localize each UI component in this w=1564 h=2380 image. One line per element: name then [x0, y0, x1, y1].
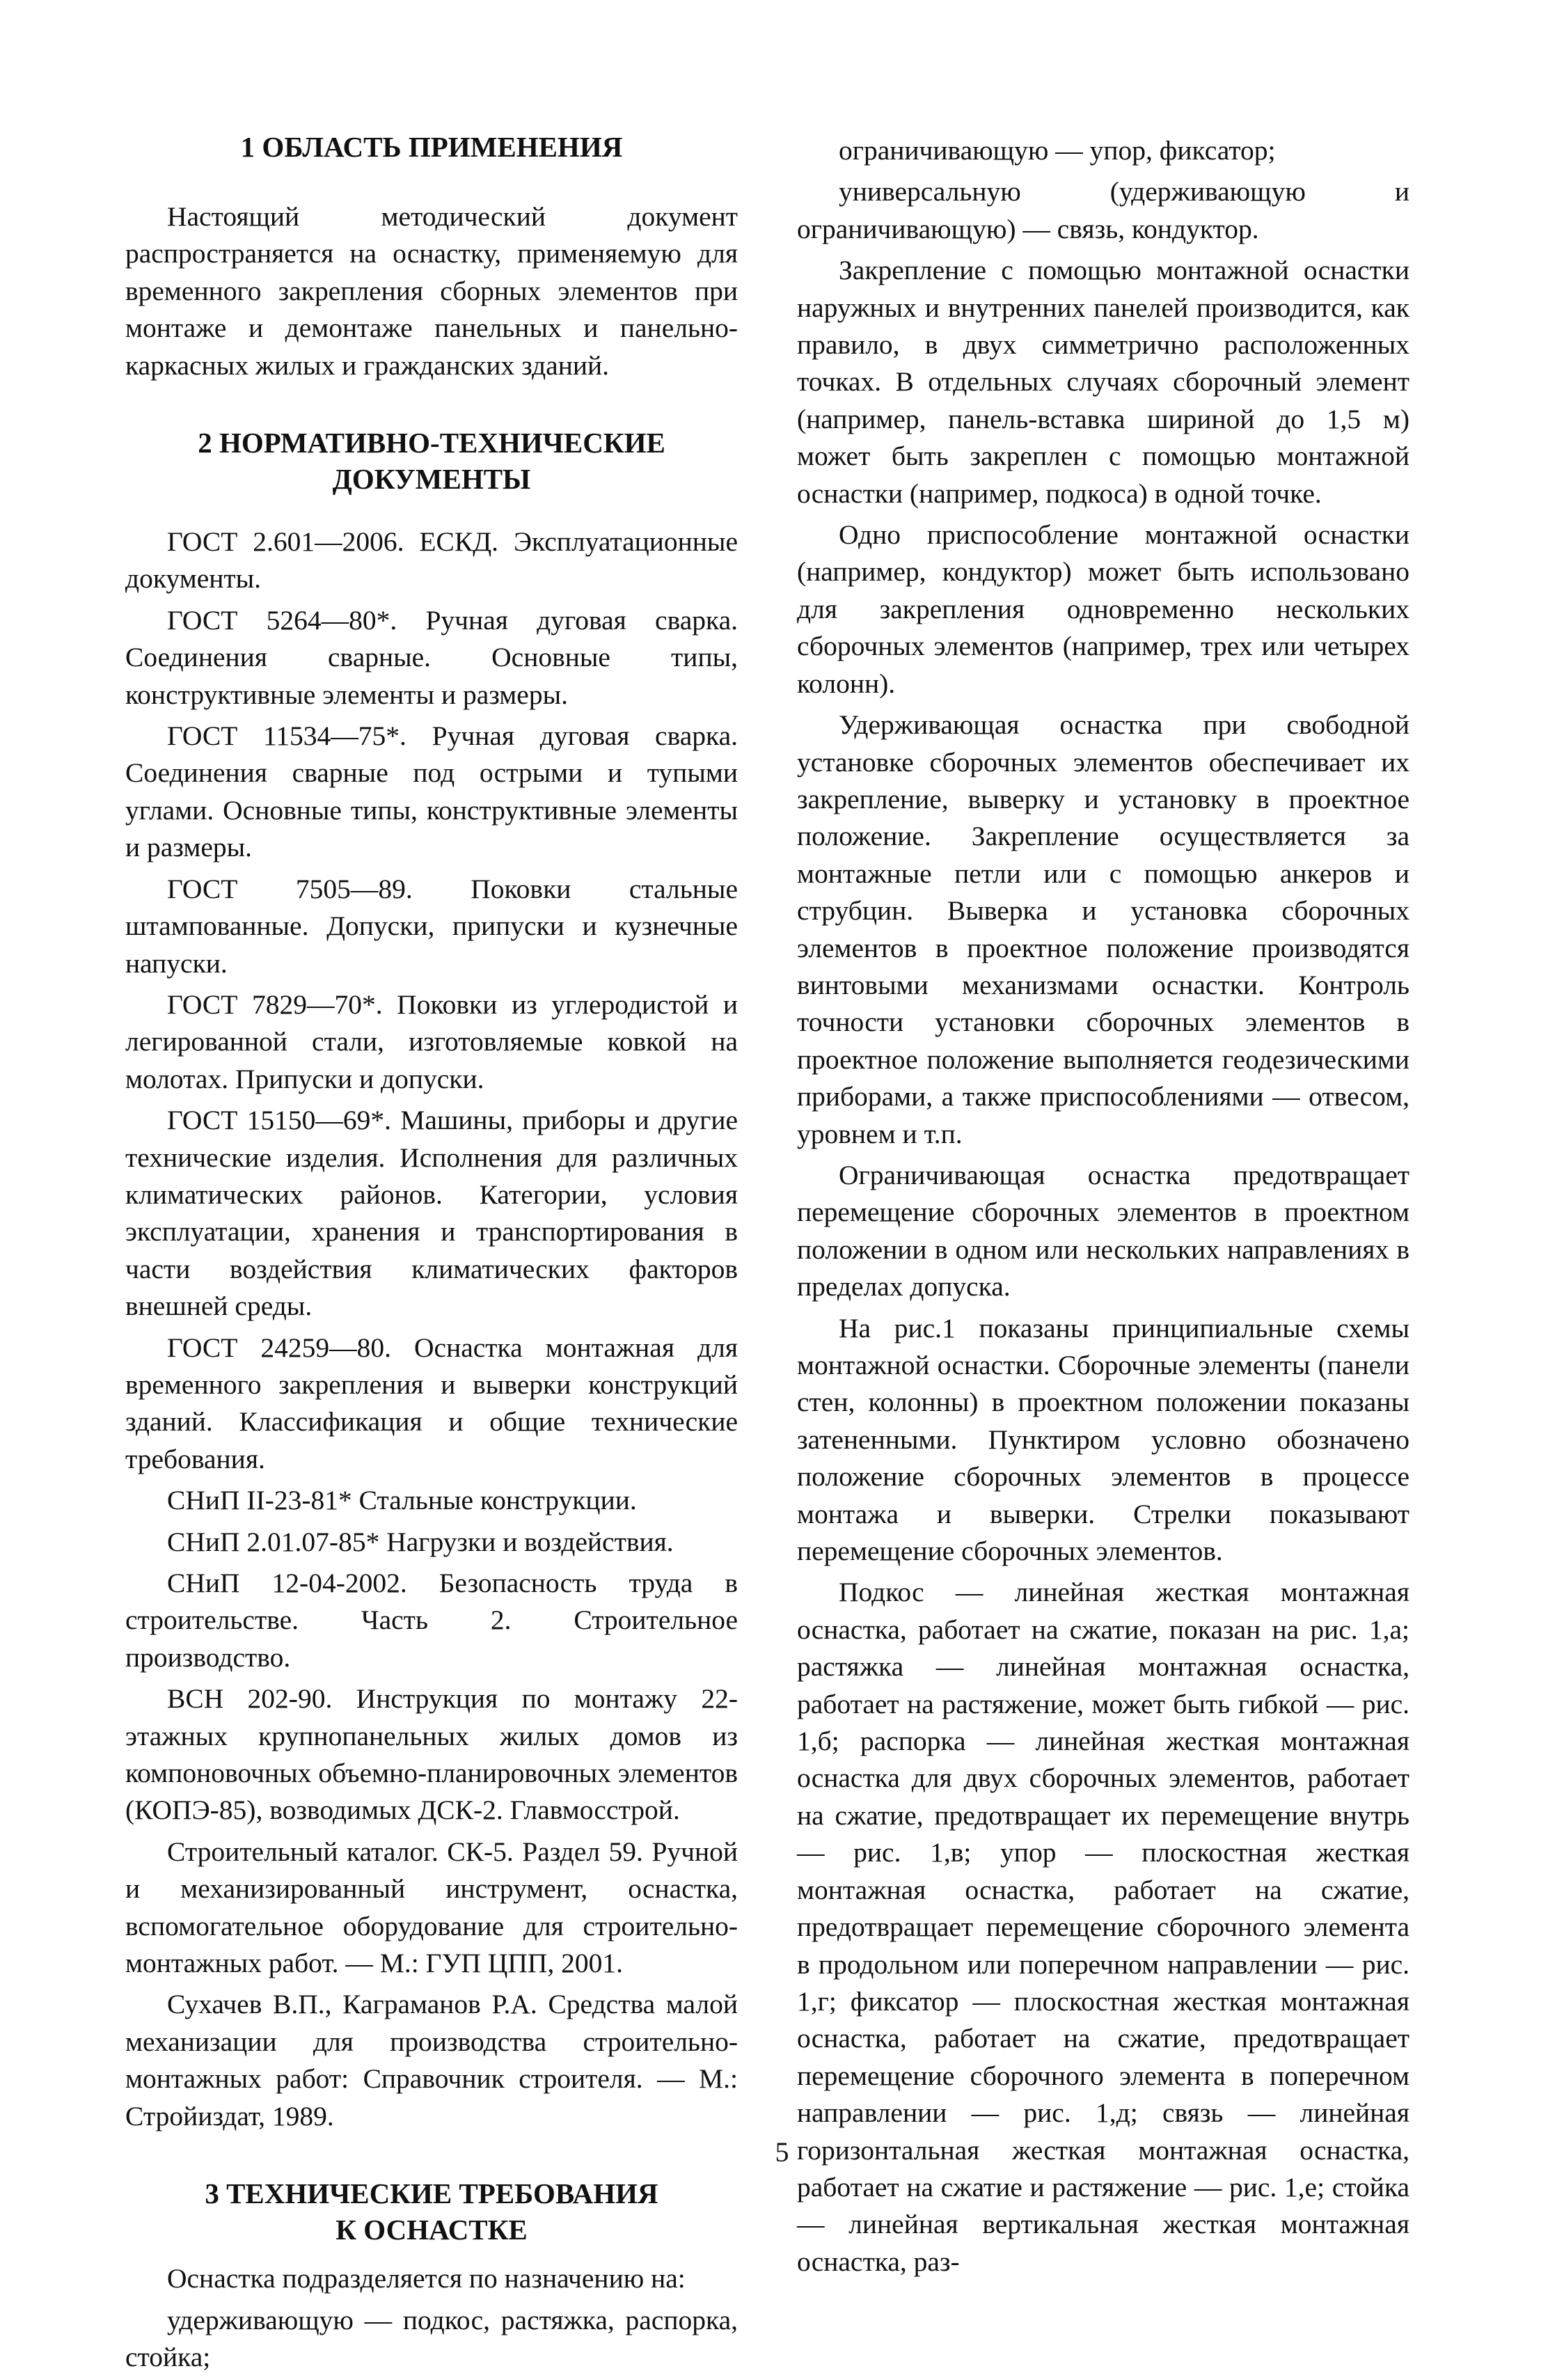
- heading-norm-line2: ДОКУМЕНТЫ: [332, 463, 531, 496]
- paragraph-tech-1: Оснастка подразделяется по назначению на:: [167, 2263, 686, 2294]
- paragraph-definitions: Подкос — линейная жесткая монтажная оснастка, работает на сжатие, показан на рис. 1,а; растяжка — линейная монтажная оснастка, работает на растяжение, может быть гибкой — рис. 1,б; распорка — линейная жесткая монтажная оснастка для двух сборочных элементов, работает на сжатие, предотвращает их перемещение внутрь — рис. 1,в; упор — плоскостная жесткая монтажная оснастка, работает на сжатие, предотвращает перемещение сборочного элемента в продольном или поперечном направлении — рис. 1,г; фиксатор — плоскостная жесткая монтажная оснастка, работает на сжатие, предотвращает перемещение сборочного элемента в поперечном направлении — рис. 1,д; связь — линейная горизонтальная жесткая монтажная оснастка, работает на сжатие и растяжение — рис. 1,е; стойка — линейная вертикальная жесткая монтажная оснастка, раз-: [797, 1577, 1409, 2277]
- paragraph-figure-ref: На рис.1 показаны принципиальные схемы монтажной оснастки. Сборочные элементы (панели стен, колонны) в проектном положении показаны затененными. Пунктиром условно обозначено положение сборочных элементов в процессе монтажа и выверки. Стрелки показывают перемещение сборочных элементов.: [797, 1312, 1409, 1567]
- page-number: 5: [775, 2136, 789, 2168]
- reference-item: СНиП 12-04-2002. Безопасность труда в строительстве. Часть 2. Строительное производство.: [125, 1568, 738, 1673]
- reference-item: ВСН 202-90. Инструкция по монтажу 22-этажных крупнопанельных жилых домов из компоновочных объемно-планировочных элементов (КОПЭ-85), возводимых ДСК-2. Главмосстрой.: [125, 1683, 738, 1826]
- paragraph-universal: универсальную (удерживающую и ограничивающую) — связь, кондуктор.: [797, 176, 1409, 244]
- reference-item: ГОСТ 15150—69*. Машины, приборы и другие технические изделия. Исполнения для различных климатических районов. Категории, условия эксплуатации, хранения и транспортирования в части воздействия климатических факторов внешней среды.: [125, 1105, 738, 1322]
- reference-item: ГОСТ 7505—89. Поковки стальные штампованные. Допуски, припуски и кузнечные напуски.: [125, 873, 738, 979]
- heading-tech-line1: 3 ТЕХНИЧЕСКИЕ ТРЕБОВАНИЯ: [205, 2177, 658, 2210]
- reference-item: Строительный каталог. СК-5. Раздел 59. Ручной и механизированный инструмент, оснастка, вспомогательное оборудование для строительно-монтажных работ. — М.: ГУП ЦПП, 2001.: [125, 1836, 738, 1979]
- heading-tech-line2: К ОСНАСТКЕ: [335, 2214, 528, 2246]
- paragraph-tech-2: удерживающую — подкос, растяжка, распорка, стойка;: [125, 2304, 738, 2372]
- paragraph-restricting: ограничивающую — упор, фиксатор;: [839, 135, 1276, 166]
- paragraph-scope: Настоящий методический документ распространяется на оснастку, применяемую для временного закрепления сборных элементов при монтаже и демонтаже панельных и панельно-каркасных жилых и гражданских зданий.: [125, 201, 738, 381]
- right-column: [797, 132, 1409, 2285]
- reference-item: СНиП 2.01.07-85* Нагрузки и воздействия.: [167, 1526, 674, 1557]
- reference-item: ГОСТ 24259—80. Оснастка монтажная для временного закрепления и выверки конструкций зданий. Классификация и общие технические требования.: [125, 1332, 738, 1474]
- left-column: [125, 129, 738, 2380]
- reference-item: ГОСТ 11534—75*. Ручная дуговая сварка. Соединения сварные под острыми и тупыми углами. Основные типы, конструктивные элементы и размеры.: [125, 720, 738, 863]
- reference-item: СНиП II-23-81* Стальные конструкции.: [167, 1485, 637, 1516]
- paragraph-device: Одно приспособление монтажной оснастки (например, кондуктор) может быть использовано для закрепления одновременно нескольких сборочных элементов (например, трех или четырех колонн).: [797, 519, 1409, 699]
- reference-item: ГОСТ 7829—70*. Поковки из углеродистой и легированной стали, изготовляемые ковкой на молотах. Припуски и допуски.: [125, 988, 738, 1094]
- heading-norm-line1: 2 НОРМАТИВНО-ТЕХНИЧЕСКИЕ: [198, 427, 665, 459]
- paragraph-fastening: Закрепление с помощью монтажной оснастки наружных и внутренних панелей производится, как правило, в двух симметрично расположенных точках. В отдельных случаях сборочный элемент (например, панель-вставка шириной до 1,5 м) может быть закреплен с помощью монтажной оснастки (например, подкоса) в одной точке.: [797, 255, 1409, 509]
- heading-technical-requirements: [125, 2175, 738, 2248]
- reference-item: ГОСТ 2.601—2006. ЕСКД. Эксплуатационные документы.: [125, 526, 738, 594]
- reference-item: Сухачев В.П., Каграманов Р.А. Средства малой механизации для производства строительно-монтажных работ: Справочник строителя. — М.: Стройиздат, 1989.: [125, 1989, 738, 2131]
- heading-scope: 1 ОБЛАСТЬ ПРИМЕНЕНИЯ: [240, 131, 623, 163]
- heading-normative-documents: [125, 425, 738, 497]
- paragraph-limiting: Ограничивающая оснастка предотвращает перемещение сборочных элементов в проектном положении в одном или нескольких направлениях в пределах допуска.: [797, 1159, 1409, 1302]
- paragraph-holding: Удерживающая оснастка при свободной установке сборочных элементов обеспечивает их закрепление, выверку и установку в проектное положение. Закрепление осуществляется за монтажные петли или с помощью анкеров и струбцин. Выверка и установка сборочных элементов в проектное положение производятся винтовыми механизмами оснастки. Контроль точности установки сборочных элементов в проектное положение выполняется геодезическими приборами, а также приспособлениями — отвесом, уровнем и т.п.: [797, 709, 1409, 1149]
- reference-item: ГОСТ 5264—80*. Ручная дуговая сварка. Соединения сварные. Основные типы, конструктивные элементы и размеры.: [125, 604, 738, 710]
